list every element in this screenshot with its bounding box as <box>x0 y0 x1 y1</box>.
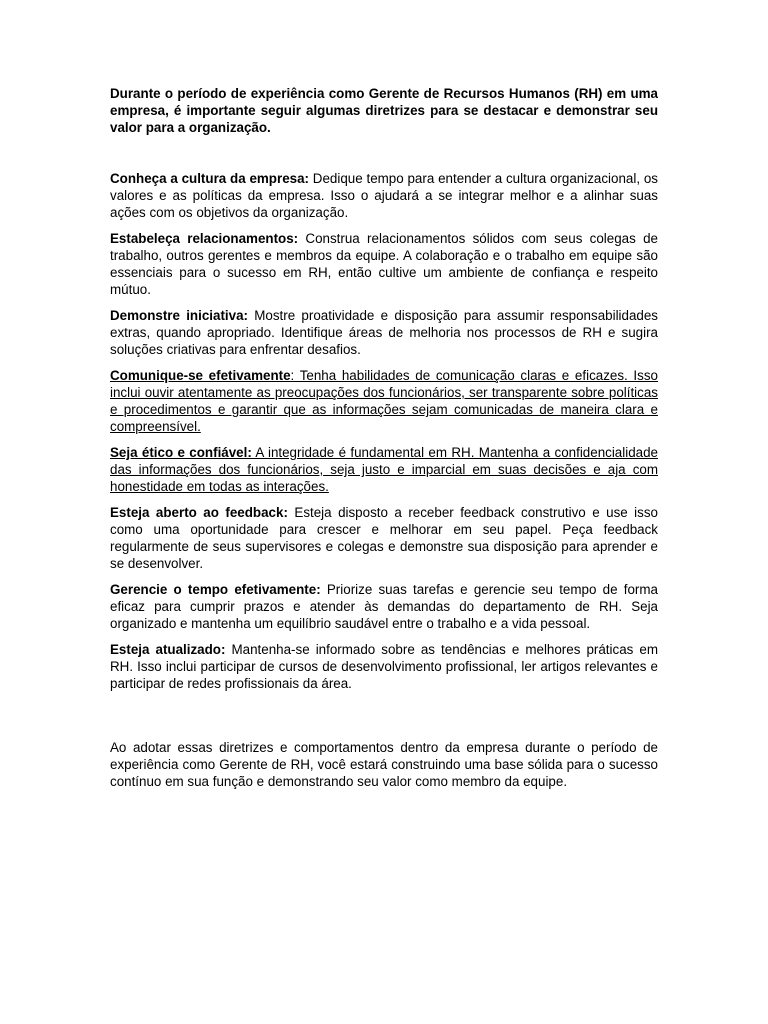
guideline-text: Construa relacionamentos sólidos com seus colegas de trabalho, outros gerentes e membros da equipe. A colaboração e o trabalho em equipe são essenciais para o sucesso em RH, então cultive um ambiente de confiança e respeito mútuo. <box>110 231 658 297</box>
guideline-term: Esteja aberto ao feedback: <box>110 505 288 520</box>
guideline-feedback <box>110 504 658 572</box>
guideline-term: Seja ético e confiável: <box>110 445 252 460</box>
guideline-text: : Tenha habilidades de comunicação claras e eficazes. Isso inclui ouvir atentamente as preocupações dos funcionários, ser transparente sobre políticas e procedimentos e garantir que as informações sejam comunicadas de maneira clara e compreensível. <box>110 368 658 434</box>
guideline-time-management <box>110 581 658 632</box>
guideline-text: Mantenha-se informado sobre as tendências e melhores práticas em RH. Isso inclui participar de cursos de desenvolvimento profissional, ler artigos relevantes e participar de redes profissionais da área. <box>110 642 658 691</box>
guideline-text: Esteja disposto a receber feedback construtivo e use isso como uma oportunidade para crescer e melhorar em seu papel. Peça feedback regularmente de seus supervisores e colegas e demonstre sua disposição para aprender e se desenvolver. <box>110 505 658 571</box>
guideline-relationships <box>110 230 658 298</box>
guideline-term: Gerencie o tempo efetivamente: <box>110 582 321 597</box>
spacer <box>110 136 658 170</box>
guideline-culture <box>110 170 658 221</box>
guideline-text: Dedique tempo para entender a cultura organizacional, os valores e as políticas da empresa. Isso o ajudará a se integrar melhor e a alinhar suas ações com os objetivos da organização. <box>110 171 658 220</box>
spacer <box>110 701 658 739</box>
intro-paragraph: Durante o período de experiência como Gerente de Recursos Humanos (RH) em uma empresa, é importante seguir algumas diretrizes para se destacar e demonstrar seu valor para a organização. <box>110 86 658 135</box>
guideline-term: Comunique-se efetivamente <box>110 368 291 383</box>
guideline-text: Mostre proatividade e disposição para assumir responsabilidades extras, quando apropriado. Identifique áreas de melhoria nos processos de RH e sugira soluções criativas para enfrentar desafios. <box>110 308 659 357</box>
guideline-ethics <box>110 444 658 495</box>
guideline-term: Demonstre iniciativa: <box>110 308 248 323</box>
guideline-term: Conheça a cultura da empresa: <box>110 171 309 186</box>
guideline-text: A integridade é fundamental em RH. Mantenha a confidencialidade das informações dos funcionários, seja justo e imparcial em suas decisões e aja com honestidade em todas as interações. <box>110 445 658 494</box>
guideline-term: Esteja atualizado: <box>110 642 226 657</box>
guideline-initiative <box>110 307 658 358</box>
guideline-text: Priorize suas tarefas e gerencie seu tempo de forma eficaz para cumprir prazos e atender às demandas do departamento de RH. Seja organizado e mantenha um equilíbrio saudável entre o trabalho e a vida pessoal. <box>110 582 658 631</box>
document-body <box>110 85 658 790</box>
guideline-communication <box>110 367 658 435</box>
conclusion-paragraph: Ao adotar essas diretrizes e comportamentos dentro da empresa durante o período de experiência como Gerente de RH, você estará construindo uma base sólida para o sucesso contínuo em sua função e demonstrando seu valor como membro da equipe. <box>110 740 658 789</box>
guideline-updated <box>110 641 658 692</box>
guideline-term: Estabeleça relacionamentos: <box>110 231 299 246</box>
